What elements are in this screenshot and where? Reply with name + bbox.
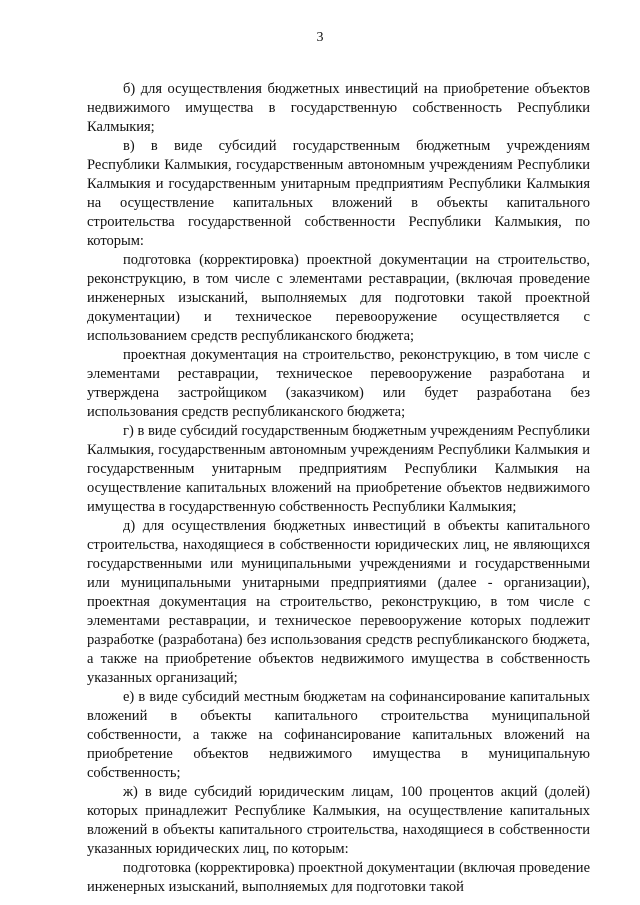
paragraph-e: е) в виде субсидий местным бюджетам на софинансирование капитальных вложений в объекты капитального строительства муниципальной собственности, а также на софинансирование капитальных вложений на приобретение объектов недвижимого имущества в муниципальную собственность; [87,689,590,781]
paragraph-v: в) в виде субсидий государственным бюджетным учреждениям Республики Калмыкия, государственным автономным учреждениям Республики Калмыкия и государственным унитарным предприятиям Республики Калмыкия на осуществление капитальных вложений в объекты капитального строительства государственной собственности Республики Калмыкия, по которым: [87,138,590,249]
page-number: 3 [316,30,324,45]
paragraph-zh: ж) в виде субсидий юридическим лицам, 100 процентов акций (долей) которых принадлежит Республике Калмыкия, на осуществление капитальных вложений в объекты капитального строительства, находящиеся в собственности указанных юридических лиц, по которым: [87,784,590,857]
paragraph-g: г) в виде субсидий государственным бюджетным учреждениям Республики Калмыкия, государственным автономным учреждениям Республики Калмыкия и государственным унитарным предприятиям Республики Калмыкия на осуществление капитальных вложений на приобретение объектов недвижимого имущества в государственную собственность Республики Калмыкия; [87,423,590,515]
paragraph-v-sub-2: проектная документация на строительство, реконструкцию, в том числе с элементами реставрации, техническое перевооружение разработана и утверждена застройщиком (заказчиком) или будет разработана без использования средств республиканского бюджета; [87,347,590,420]
paragraph-zh-sub-1: подготовка (корректировка) проектной документации (включая проведение инженерных изысканий, выполняемых для подготовки такой [87,860,590,895]
paragraph-b: б) для осуществления бюджетных инвестиций на приобретение объектов недвижимого имущества в государственную собственность Республики Калмыкия; [87,81,590,135]
document-body [87,80,590,897]
paragraph-v-sub-1: подготовка (корректировка) проектной документации на строительство, реконструкцию, в том числе с элементами реставрации, (включая проведение инженерных изысканий, выполняемых для подготовки такой проектной документации) и техническое перевооружение осуществляется с использованием средств республиканского бюджета; [87,252,590,344]
paragraph-d: д) для осуществления бюджетных инвестиций в объекты капитального строительства, находящиеся в собственности юридических лиц, не являющихся государственными или муниципальными учреждениями и государственными или муниципальными унитарными предприятиями (далее - организации), проектная документация на строительство, реконструкцию, в том числе с элементами реставрации, и техническое перевооружение которых подлежит разработке (разработана) без использования средств республиканского бюджета, а также на приобретение объектов недвижимого имущества в собственность указанных организаций; [87,518,590,686]
